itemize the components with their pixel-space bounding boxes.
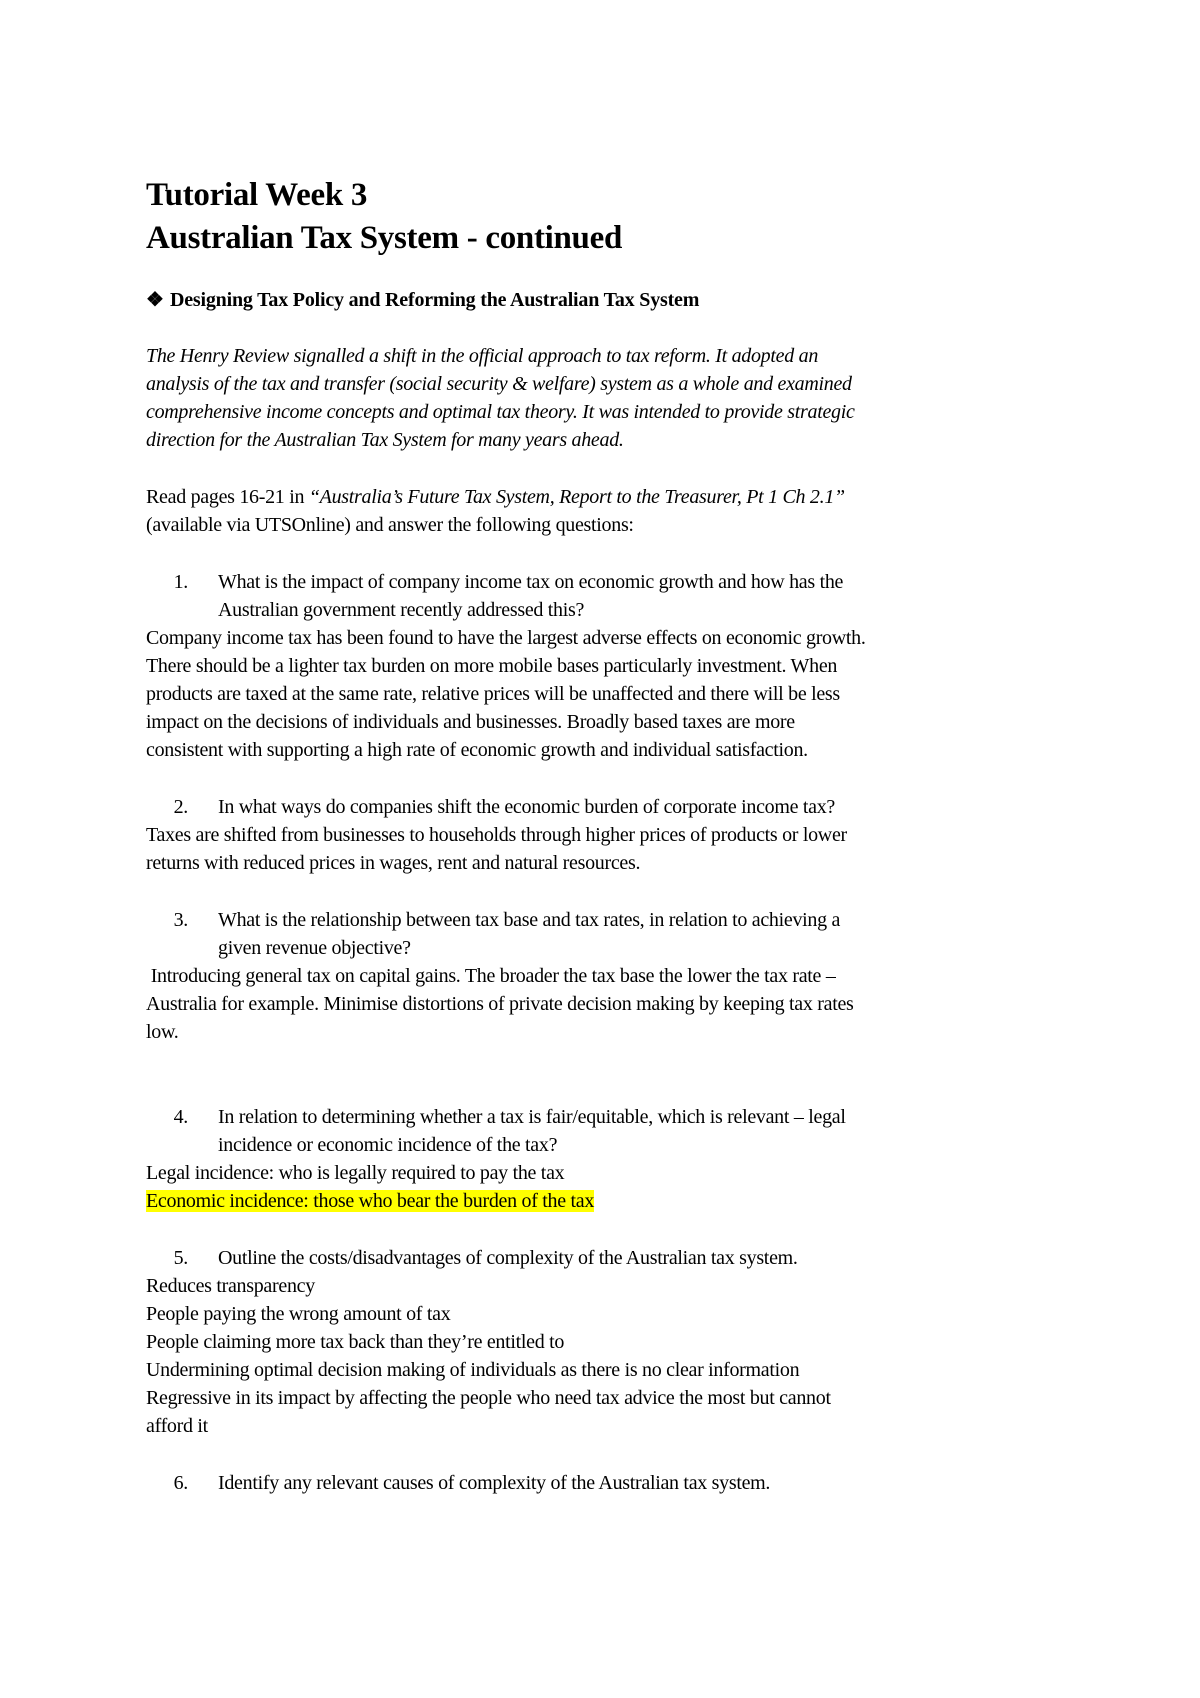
answer-line: Introducing general tax on capital gains. The broader the tax base the lower the tax rate –: [146, 965, 836, 987]
answer-line: impact on the decisions of individuals and businesses. Broadly based taxes are more: [146, 711, 795, 733]
question-number: 2.: [173, 796, 188, 818]
read-prefix: Read pages 16-21 in: [146, 486, 309, 508]
question-text: What is the impact of company income tax on economic growth and how has the: [218, 571, 844, 593]
question-text: given revenue objective?: [218, 937, 411, 959]
intro-line: analysis of the tax and transfer (social security & welfare) system as a whole and examined: [146, 373, 852, 395]
question-number: 1.: [173, 571, 188, 593]
question-number: 3.: [173, 909, 188, 931]
answer-line: Reduces transparency: [146, 1275, 315, 1297]
intro-line: comprehensive income concepts and optimal tax theory. It was intended to provide strategic: [146, 401, 855, 423]
read-instruction: [146, 483, 845, 511]
question-text: In relation to determining whether a tax is fair/equitable, which is relevant – legal: [218, 1106, 846, 1128]
read-instruction-line2: (available via UTSOnline) and answer the following questions:: [146, 514, 634, 536]
question-text: What is the relationship between tax base and tax rates, in relation to achieving a: [218, 909, 841, 931]
highlighted-text: Economic incidence: those who bear the burden of the tax: [146, 1190, 595, 1212]
highlighted-answer-line: [146, 1187, 594, 1215]
question-text: Australian government recently addressed this?: [218, 599, 585, 621]
answer-line: There should be a lighter tax burden on more mobile bases particularly investment. When: [146, 655, 838, 677]
intro-line: direction for the Australian Tax System for many years ahead.: [146, 429, 624, 451]
answer-line: products are taxed at the same rate, relative prices will be unaffected and there will be less: [146, 683, 840, 705]
answer-line: returns with reduced prices in wages, rent and natural resources.: [146, 852, 641, 874]
answer-line: Taxes are shifted from businesses to households through higher prices of products or lower: [146, 824, 847, 846]
section-heading-text: Designing Tax Policy and Reforming the Australian Tax System: [170, 289, 700, 311]
answer-line: People claiming more tax back than they’re entitled to: [146, 1331, 565, 1353]
question-number: 5.: [173, 1247, 188, 1269]
page-title: Tutorial Week 3: [146, 177, 368, 213]
question-number: 6.: [173, 1472, 188, 1494]
answer-line: consistent with supporting a high rate of economic growth and individual satisfaction.: [146, 739, 808, 761]
answer-line: Undermining optimal decision making of individuals as there is no clear information: [146, 1359, 800, 1381]
answer-line: Legal incidence: who is legally required to pay the tax: [146, 1162, 565, 1184]
answer-line: low.: [146, 1021, 179, 1043]
intro-line: The Henry Review signalled a shift in the official approach to tax reform. It adopted an: [146, 345, 819, 367]
question-text: In what ways do companies shift the economic burden of corporate income tax?: [218, 796, 835, 818]
question-text: Outline the costs/disadvantages of complexity of the Australian tax system.: [218, 1247, 798, 1269]
read-source: “Australia’s Future Tax System, Report to the Treasurer, Pt 1 Ch 2.1”: [308, 486, 845, 508]
question-text: incidence or economic incidence of the tax?: [218, 1134, 558, 1156]
answer-line: Regressive in its impact by affecting the people who need tax advice the most but cannot: [146, 1387, 831, 1409]
answer-line: Australia for example. Minimise distortions of private decision making by keeping tax rates: [146, 993, 854, 1015]
question-text: Identify any relevant causes of complexity of the Australian tax system.: [218, 1472, 771, 1494]
answer-line: afford it: [146, 1415, 208, 1437]
section-heading: [146, 287, 699, 313]
page-subtitle: Australian Tax System - continued: [146, 220, 623, 256]
answer-line: Company income tax has been found to have the largest adverse effects on economic growth.: [146, 627, 866, 649]
answer-line: People paying the wrong amount of tax: [146, 1303, 451, 1325]
diamond-bullet-icon: ❖: [146, 289, 164, 311]
question-number: 4.: [173, 1106, 188, 1128]
